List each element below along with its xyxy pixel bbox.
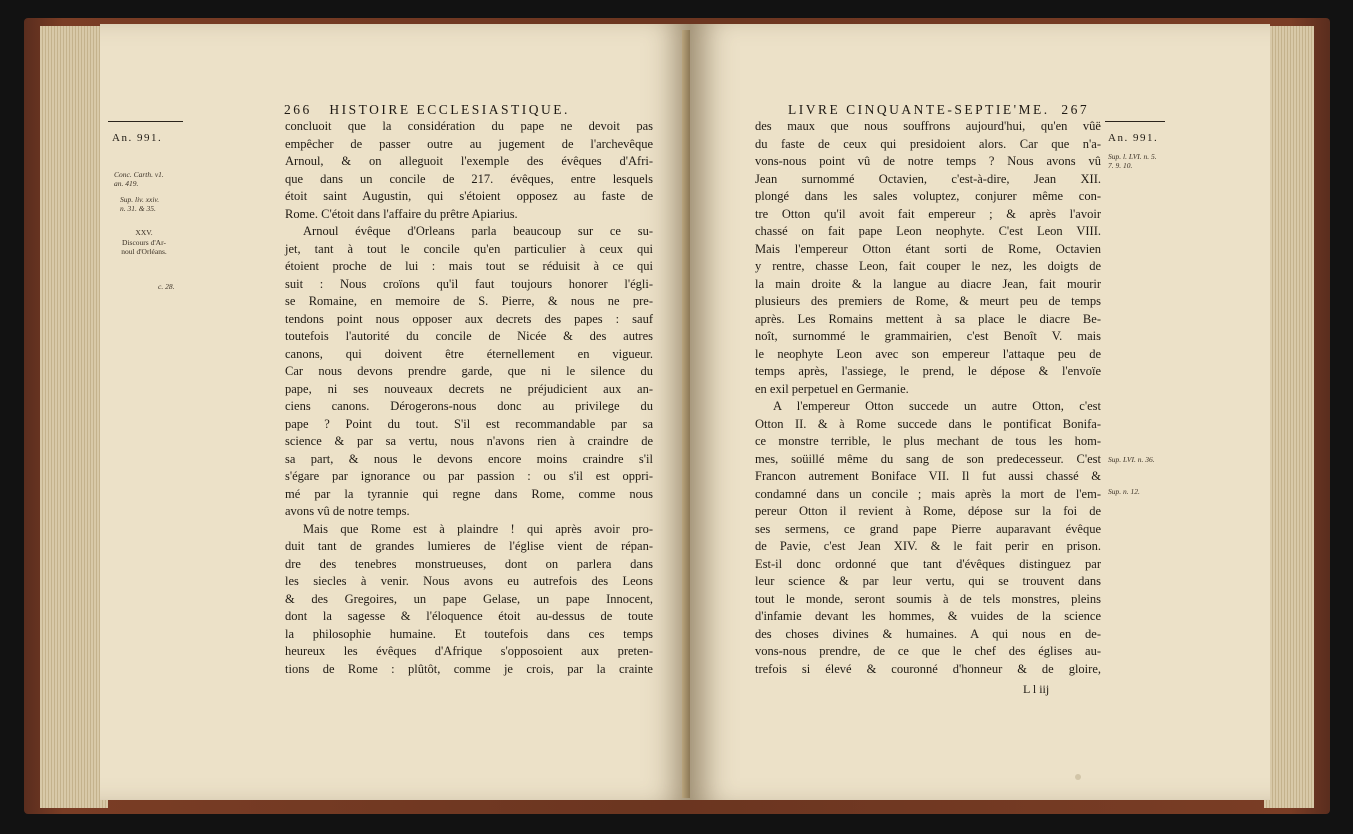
text-line: ciens canons. Dérogerons-nous donc au privilege du [285, 399, 653, 413]
text-line: vons-nous point vû de notre temps ? Nous avons vû [755, 154, 1101, 168]
text-line: étoit saint Augustin, qui s'étoient opposez au faste de [285, 189, 653, 203]
right-page-header [788, 102, 1089, 118]
text-line: la philosophie humaine. Et toutefois dans ces temps [285, 626, 653, 641]
text-line: ses sermens, ce grand pape Pierre auparavant évêque [755, 521, 1101, 536]
left-margin-rule [108, 121, 183, 122]
margin-ref: c. 28. [158, 282, 175, 291]
text-line: temps après, l'assiege, le prend, le dépose & l'envoïe [755, 364, 1101, 378]
text-line: mé par la tyrannie qui regne dans Rome, comme nous [285, 486, 653, 501]
text-line: s'égare par ignorance ou par passion : ou s'il est oppri- [285, 469, 653, 483]
text-line: concluoit que la considération du pape ne devoit pas [285, 119, 653, 133]
text-line: science & par sa vertu, nous n'avons rien à craindre de [285, 434, 653, 448]
left-page-edges [40, 26, 108, 808]
text-line: se Romaine, en memoire de S. Pierre, & nous ne pre- [285, 294, 653, 308]
text-line: après. Les Romains mettent à sa place le diacre Be- [755, 311, 1101, 326]
text-line: tions de Rome : plûtôt, comme je crois, par la crainte [285, 661, 653, 676]
text-line: heureux les évêques d'Afrique s'opposoient aux preten- [285, 644, 653, 658]
text-line: du faste de ceux qui presidoient alors. Car que n'a- [755, 136, 1101, 151]
text-line: Mais l'empereur Otton étant sorti de Rome, Octavien [755, 241, 1101, 256]
text-line: Est-il donc ordonné que tant d'évêques distinguez par [755, 556, 1101, 571]
text-line: le neophyte Leon avec son empereur l'attaque peu de [755, 346, 1101, 361]
text-line: chassé on fait pape Leon neophyte. C'est Leon VIII. [755, 224, 1101, 238]
text-line: duit tant de grandes lumieres de l'église vient de répan- [285, 539, 653, 553]
right-page-number: 267 [1061, 102, 1090, 117]
section-title: noul d'Orléans. [121, 247, 167, 256]
text-line: tre Otton qu'il avoit fait empereur ; & après l'avoir [755, 206, 1101, 221]
text-line: étoient proche de lui : mais tout se réduisit à ce qui [285, 259, 653, 273]
section-number: XXV. [135, 228, 153, 237]
text-line: leur science & par leur vertu, qui se trouvent dans [755, 574, 1101, 588]
text-line: noît, surnommé le grammairien, c'est Benoît V. mais [755, 329, 1101, 343]
left-margin-year: An. 991. [112, 132, 163, 144]
text-line: & des Gregoires, un pape Gelase, un pape Innocent, [285, 591, 653, 606]
left-page-number: 266 [284, 102, 312, 117]
text-line: en exil perpetuel en Germanie. [755, 381, 909, 396]
text-line: plongé dans les sales voluptez, conjurer même con- [755, 189, 1101, 203]
margin-note: Conc. Carth. v1. [114, 170, 164, 179]
right-running-title: LIVRE CINQUANTE-SEPTIE'ME. [788, 102, 1050, 117]
text-line: Rome. C'étoit dans l'affaire du prêtre Apiarius. [285, 206, 518, 221]
text-line: condamné dans un concile ; mais après la mort de l'em- [755, 486, 1101, 501]
right-margin-year: An. 991. [1108, 132, 1159, 144]
text-line: Francon autrement Boniface VII. Il fut aussi chassé & [755, 469, 1101, 483]
text-line: pape ? Point du tout. S'il est recommandable par sa [285, 416, 653, 431]
text-line: tendons point nous opposer aux decrets des papes : sauf [285, 311, 653, 326]
margin-note: an. 419. [114, 179, 139, 188]
text-line: vons-nous prendre, de ce que le chef des églises au- [755, 644, 1101, 658]
text-line: jet, tant à tout le concile qu'en particulier à ceux qui [285, 241, 653, 256]
left-page-header [284, 102, 570, 118]
margin-note: Sup. l. LVI. n. 5. [1108, 152, 1157, 161]
text-line: trefois si élevé & couronné d'honneur & de gloire, [755, 661, 1101, 676]
text-line: pereur Otton il revient à Rome, dépose sur la foi de [755, 504, 1101, 518]
text-line: Jean surnommé Octavien, c'est-à-dire, Jean XII. [755, 171, 1101, 186]
text-line: tout le monde, seront soumis à de tels monstres, pleins [755, 591, 1101, 606]
text-line: toutefois l'autorité du concile de Nicée & des autres [285, 329, 653, 343]
text-line: Otton II. & à Rome succede dans le pontificat Bonifa- [755, 416, 1101, 431]
margin-note: 7. 9. 10. [1108, 161, 1133, 170]
text-line: avons vû de notre temps. [285, 504, 410, 518]
text-line: Arnoul, & on alleguoit l'exemple des évêques d'Afri- [285, 154, 653, 168]
right-body-text [755, 118, 1101, 678]
right-margin-rule [1105, 121, 1165, 122]
right-page [690, 24, 1270, 800]
text-line: ce monstre terrible, le plus mechant de tous les hom- [755, 434, 1101, 448]
text-line: d'infamie devant les hommes, & vuides de la science [755, 609, 1101, 623]
text-line: suit : Nous croïons qu'il faut toujours honorer l'égli- [285, 276, 653, 291]
paper-spot [1075, 774, 1081, 780]
text-line: que dans un concile de 217. évêques, entre lesquels [285, 171, 653, 186]
text-line: la main droite & la langue au diacre Jean, fait mourir [755, 276, 1101, 291]
text-line: Arnoul évêque d'Orleans parla beaucoup sur ce su- [303, 224, 653, 238]
text-line: y rentre, chasse Leon, fait couper le nez, les doigts de [755, 259, 1101, 273]
text-line: plusieurs des premiers de Rome, & meurt peu de temps [755, 294, 1101, 308]
left-running-title: HISTOIRE ECCLESIASTIQUE. [329, 102, 570, 117]
text-line: des maux que nous souffrons aujourd'hui, qu'en vûë [755, 119, 1101, 133]
left-body-text [285, 118, 653, 678]
text-line: les siecles à venir. Nous avons eu autrefois des Leons [285, 574, 653, 588]
text-line: empêcher de passer outre au jugement de l'archevêque [285, 136, 653, 151]
margin-ref: Sup. n. 12. [1108, 487, 1140, 496]
text-line: des choses divines & humaines. A qui nous en de- [755, 626, 1101, 641]
left-page [100, 24, 690, 800]
text-line: canons, qui doivent être éternellement en vigueur. [285, 346, 653, 361]
section-title: Discours d'Ar- [122, 238, 166, 247]
text-line: mes, soüillé même du sang de son predecesseur. C'est [755, 451, 1101, 466]
margin-note: Sup. liv. xxiv. [120, 195, 160, 204]
text-line: Car nous devons prendre garde, que ni le silence du [285, 364, 653, 378]
text-line: dre des tenebres monstrueuses, dont on parlera dans [285, 556, 653, 571]
text-line: dont la sagesse & l'éloquence étoit au-dessus de toute [285, 609, 653, 623]
margin-note: n. 31. & 35. [120, 204, 156, 213]
text-line: sa part, & nous le devons encore moins craindre s'il [285, 451, 653, 466]
text-line: Mais que Rome est à plaindre ! qui après avoir pro- [303, 521, 653, 536]
text-line: pape, ni ses nouveaux decrets ne préjudicient aux an- [285, 381, 653, 396]
text-line: de Pavie, c'est Jean XIV. & le fait perir en prison. [755, 539, 1101, 553]
margin-ref: Sup. LVI. n. 36. [1108, 455, 1155, 464]
signature-mark: L l iij [1023, 682, 1050, 696]
right-page-edges [1264, 26, 1314, 808]
text-line: A l'empereur Otton succede un autre Otton, c'est [773, 399, 1101, 413]
